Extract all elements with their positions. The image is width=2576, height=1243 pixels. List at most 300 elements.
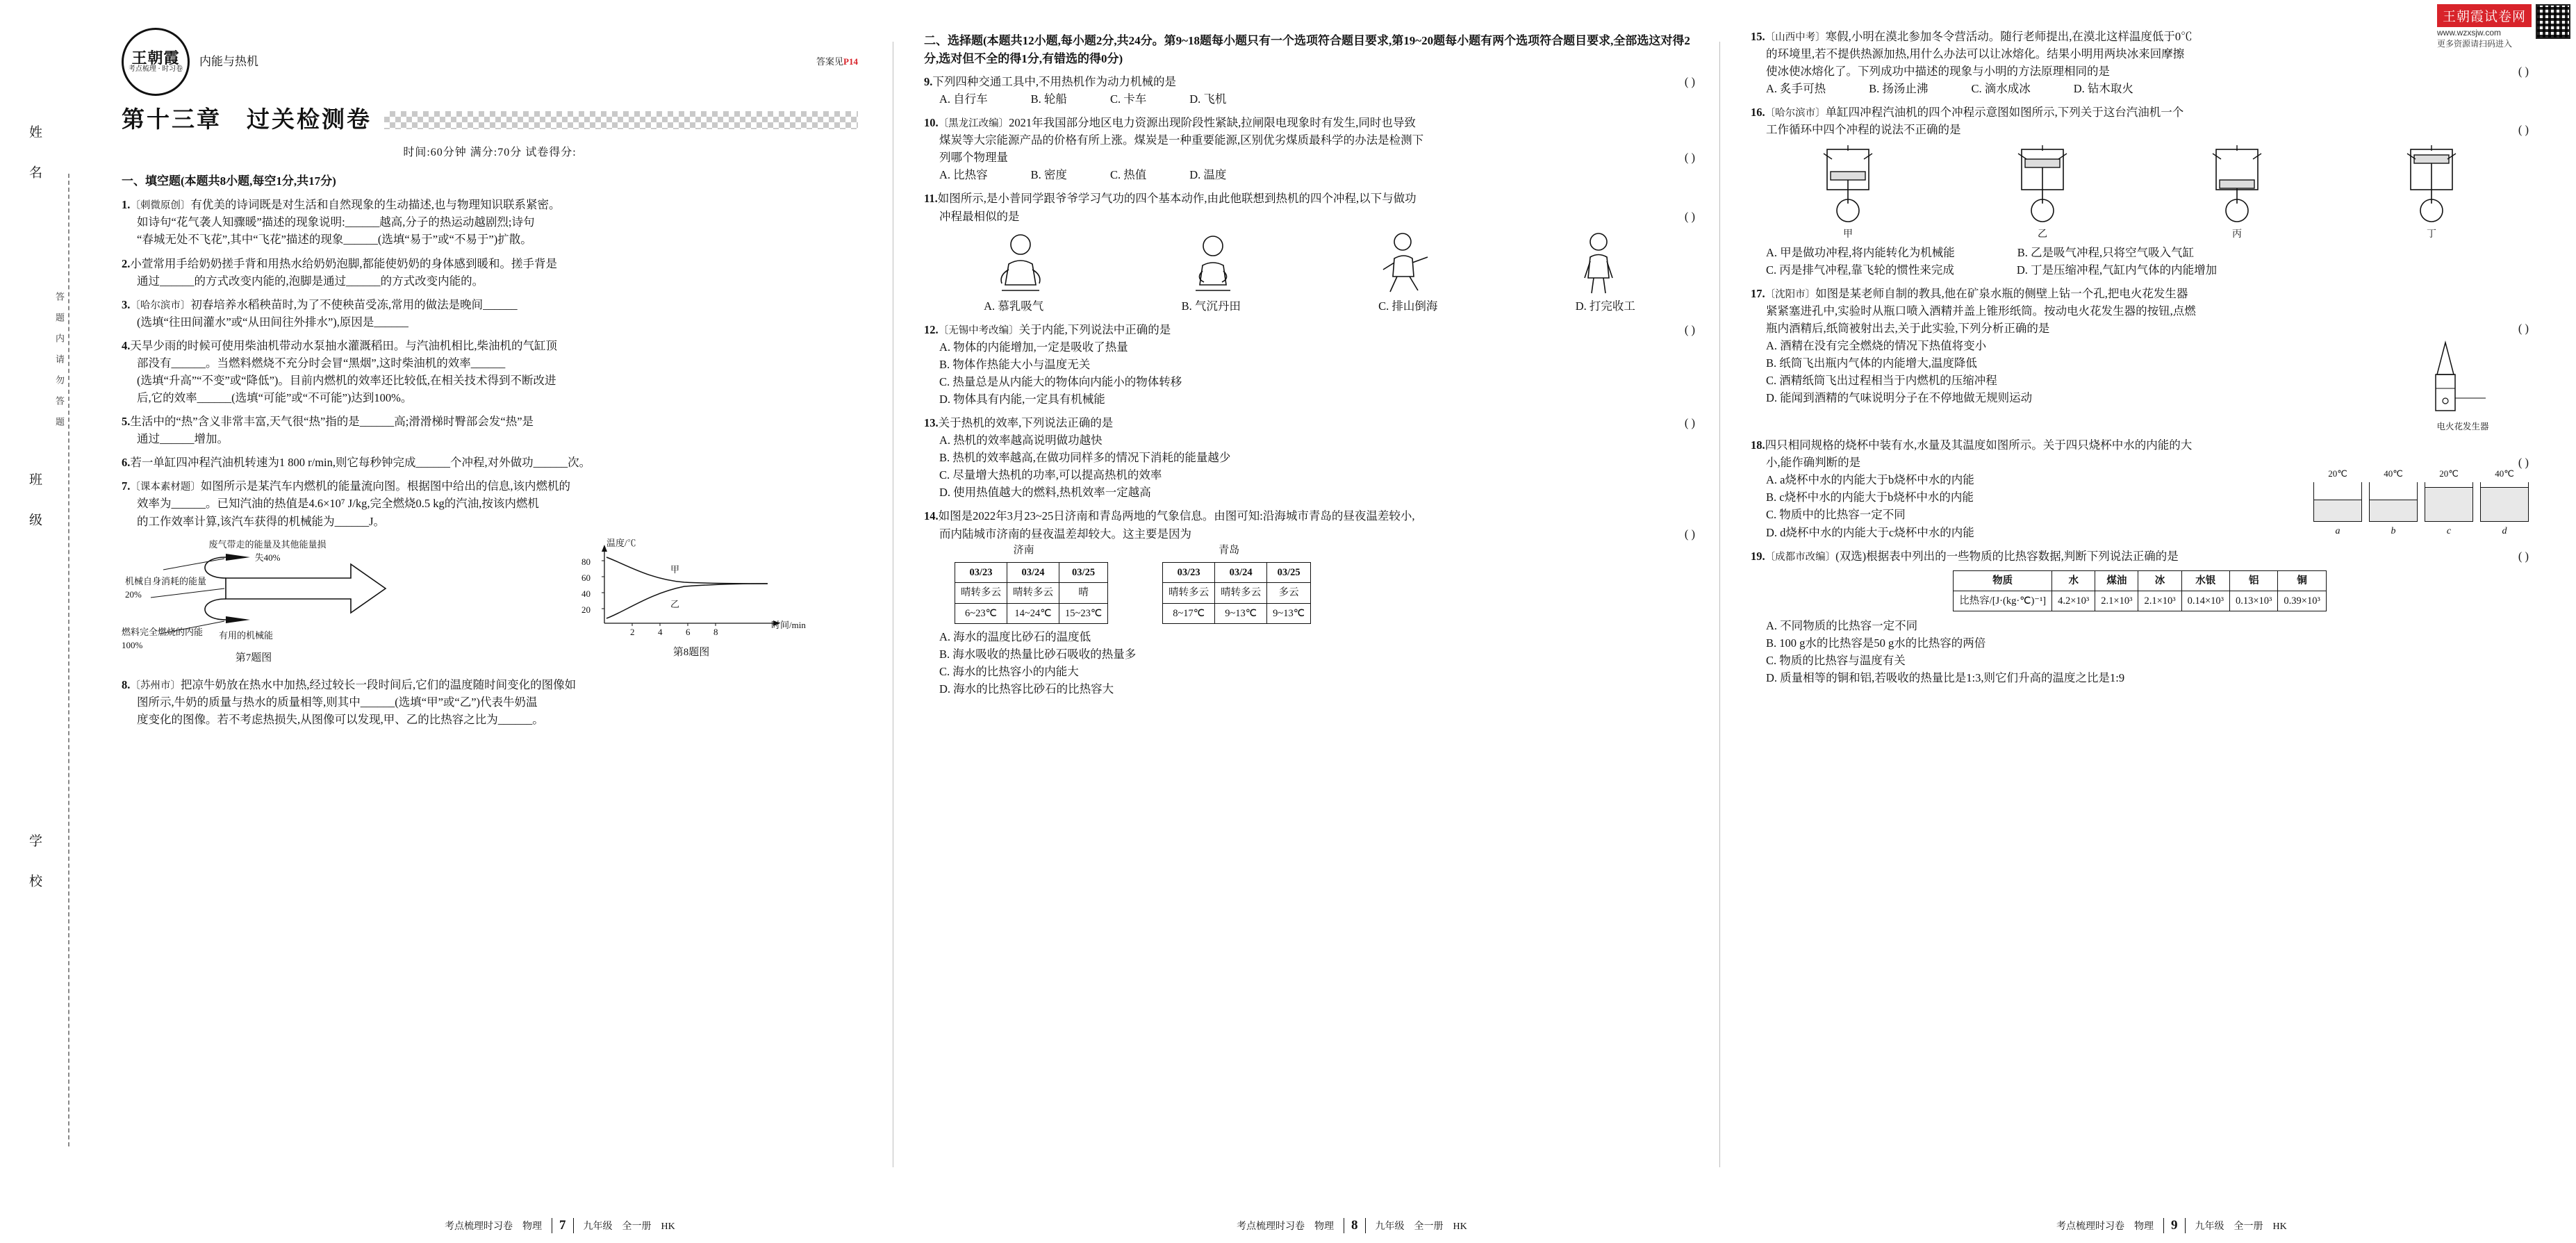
chart-xtick-6: 6 <box>686 626 691 637</box>
question-9-option-b[interactable]: B. 轮船 <box>1030 92 1067 106</box>
question-15-option-a[interactable]: A. 炙手可热 <box>1766 82 1826 96</box>
beaker-a-temp: 20℃ <box>2328 468 2347 479</box>
jinan-date-3: 03/25 <box>1059 563 1108 583</box>
question-14-answer-box[interactable] <box>1685 525 1695 543</box>
question-12-option-a[interactable]: A. 物体的内能增加,一定是吸收了热量 <box>939 340 1128 354</box>
question-12 <box>924 321 1695 408</box>
question-4-number: 4. <box>122 338 131 352</box>
weather-table-qingdao <box>1162 562 1311 623</box>
question-17-answer-box[interactable] <box>2518 320 2529 337</box>
question-7-tag: 〔课本素材题〕 <box>130 481 201 493</box>
qingdao-sky-2: 晴转多云 <box>1215 583 1267 603</box>
engine-label-jia: 甲 <box>1843 229 1853 240</box>
question-4-line-3: 后,它的效率______(选填“可能”或“不可能”)达到100%。 <box>137 391 413 405</box>
sh-row-label: 比热容/[J·(kg·℃)⁻¹] <box>1954 591 2052 611</box>
sh-value-aluminum: 0.13×10³ <box>2230 591 2278 611</box>
question-19-option-a[interactable]: A. 不同物质的比热容一定不同 <box>1766 618 1918 632</box>
question-10-answer-box[interactable] <box>1685 149 1695 166</box>
figure-energy-flow <box>122 536 469 665</box>
question-1 <box>122 196 858 248</box>
engine-stroke-figures <box>1751 144 2529 242</box>
sh-header-mercury: 水银 <box>2181 570 2229 591</box>
chart-ytick-20: 20 <box>581 604 591 615</box>
question-18-line-1-text: 小,能作确判断的是 <box>1766 456 1861 470</box>
question-5-number: 5. <box>122 415 131 429</box>
question-17-line-2-text: 瓶内酒精后,纸筒被射出去,关于此实验,下列分析正确的是 <box>1766 322 2050 336</box>
engine-label-bing: 丙 <box>2232 229 2242 240</box>
page-title: 第十三章 过关检测卷 <box>122 108 372 133</box>
question-5 <box>122 413 858 447</box>
footer-right-9: 九年级 全一册 HK <box>2195 1221 2287 1232</box>
jinan-sky-3: 晴 <box>1059 583 1108 603</box>
question-10-tag: 〔黑龙江改编〕 <box>938 118 1009 130</box>
answer-page-number: P14 <box>843 56 858 67</box>
chart-x-axis-label: 时间/min <box>771 619 806 630</box>
seal-brand: 王朝霞 <box>131 49 180 67</box>
question-19-option-b[interactable]: B. 100 g水的比热容是50 g水的比热容的两倍 <box>1766 636 1986 650</box>
question-16-tag: 〔哈尔滨市〕 <box>1765 108 1826 120</box>
question-19-answer-box[interactable] <box>2518 548 2529 565</box>
chart-curve-label-yi: 乙 <box>670 598 680 609</box>
beaker-b-label: b <box>2391 526 2396 537</box>
question-1-line-1: 如诗句“花气袭人知骤暖”描述的现象说明:______越高,分子的热运动越剧烈;诗句 <box>137 215 535 229</box>
question-11-option-c[interactable]: C. 排山倒海 <box>1378 299 1438 313</box>
question-17-option-a[interactable]: A. 酒精在没有完全燃烧的情况下热值将变小 <box>1766 339 1987 353</box>
table-header-row <box>1163 563 1311 583</box>
question-18-option-b[interactable]: B. c烧杯中水的内能大于b烧杯中水的内能 <box>1766 491 1974 504</box>
engine-stroke-bing <box>2185 144 2289 242</box>
engine-stroke-jia <box>1796 144 1900 242</box>
question-19-text: (双选)根据表中列出的一些物质的比热容数据,判断下列说法正确的是 <box>1835 549 2179 563</box>
question-17-option-b[interactable]: B. 纸筒飞出瓶内气体的内能增大,温度降低 <box>1766 356 1977 370</box>
question-5-line-1: 通过______增加。 <box>137 432 229 446</box>
name-field-label: 姓 名 <box>27 125 42 186</box>
chart-y-axis-label: 温度/℃ <box>606 537 636 548</box>
question-12-tag: 〔无锡中考改编〕 <box>938 324 1019 336</box>
table-row <box>1954 591 2327 611</box>
question-8-number: 8. <box>122 677 131 691</box>
engine-stroke-yi <box>1990 144 2095 242</box>
question-3-number: 3. <box>122 297 131 311</box>
margin-dashed-line <box>68 174 69 1146</box>
question-9 <box>924 73 1695 108</box>
question-11-option-a[interactable]: A. 慕乳吸气 <box>984 299 1044 313</box>
sh-header-aluminum: 铝 <box>2230 570 2278 591</box>
engine-label-ding: 丁 <box>2427 229 2436 240</box>
question-9-option-a[interactable]: A. 自行车 <box>939 92 988 106</box>
question-8-text: 把凉牛奶放在热水中加热,经过较长一段时间后,它们的温度随时间变化的图像如 <box>180 677 577 691</box>
chart-ytick-80: 80 <box>581 556 591 567</box>
question-6 <box>122 454 858 471</box>
column-divider-2 <box>1719 42 1720 1167</box>
question-14-weather-tables <box>939 543 1695 628</box>
footer-left-7: 考点梳理时习卷 物理 <box>445 1221 542 1232</box>
question-16-answer-box[interactable] <box>2518 121 2529 138</box>
question-10-line-2 <box>939 149 1695 166</box>
engine-diagram-icon <box>2379 144 2484 227</box>
answer-location-note <box>816 55 858 69</box>
section-1-heading: 一、填空题(本题共8小题,每空1分,共17分) <box>122 174 336 188</box>
chart-ytick-40: 40 <box>581 588 591 599</box>
qigong-figure-d-icon <box>1560 229 1637 296</box>
beaker-a <box>2313 467 2362 538</box>
beakers-figure <box>2313 467 2529 538</box>
question-12-text: 关于内能,下列说法中正确的是 <box>1018 322 1171 336</box>
question-7-number: 7. <box>122 479 131 493</box>
beaker-b <box>2369 467 2418 538</box>
beaker-a-glass <box>2313 482 2362 522</box>
weather-table-jinan <box>955 562 1108 623</box>
qingdao-date-1: 03/23 <box>1163 563 1215 583</box>
question-8-line-1: 图所示,牛奶的质量与热水的质量相等,则其中______(选填“甲”或“乙”)代表牛奶温 <box>137 695 538 709</box>
question-17-number: 17. <box>1751 286 1765 300</box>
beaker-b-water <box>2370 500 2417 521</box>
table-row <box>955 583 1108 603</box>
question-17-option-d[interactable]: D. 能闻到酒精的气味说明分子在不停地做无规则运动 <box>1766 391 2033 405</box>
chart-xtick-8: 8 <box>713 626 718 637</box>
question-9-text: 下列四种交通工具中,不用热机作为动力机械的是 <box>932 75 1176 88</box>
class-field-label: 班 级 <box>27 472 42 533</box>
question-3-line-1: (选填“往田间灌水”或“从田间往外排水”),原因是______ <box>137 315 408 329</box>
question-10-option-b[interactable]: B. 密度 <box>1030 168 1067 182</box>
chart-curve-label-jia: 甲 <box>670 563 680 575</box>
page-number-8: 8 <box>1344 1218 1366 1233</box>
question-17-text: 如图是某老师自制的教具,他在矿泉水瓶的侧壁上钻一个孔,把电火花发生器 <box>1815 286 2188 300</box>
question-10-text: 2021年我国部分地区电力资源出现阶段性紧缺,拉闸限电现象时有发生,同时也导致 <box>1009 116 1416 130</box>
qr-code-icon <box>2536 4 2570 39</box>
question-14-line-1 <box>939 525 1695 543</box>
margin-labels <box>25 83 65 1126</box>
question-16-option-c[interactable]: C. 丙是排气冲程,靠飞轮的惯性来完成 <box>1766 263 1954 277</box>
section-2-heading: 二、选择题(本题共12小题,每小题2分,共24分。第9~18题每小题只有一个选项符合题目要求,第19~20题每小题有两个选项符合题目要求,全部选这对得2分,选对但不全的得1分,有错选的得0分) <box>924 34 1690 65</box>
question-12-option-c[interactable]: C. 热量总是从内能大的物体向内能小的物体转移 <box>939 374 1182 388</box>
question-8 <box>122 676 858 728</box>
jinan-date-2: 03/24 <box>1007 563 1059 583</box>
figures-row <box>122 536 858 665</box>
footer-page-7 <box>445 1218 675 1233</box>
question-16-option-a[interactable]: A. 甲是做功冲程,将内能转化为机械能 <box>1766 245 1955 259</box>
question-11-line-1-text: 冲程最相似的是 <box>939 209 1020 223</box>
footer-right-7: 九年级 全一册 HK <box>583 1221 675 1232</box>
question-11 <box>924 190 1695 314</box>
question-11-option-b[interactable]: B. 气沉丹田 <box>1181 299 1241 313</box>
question-16 <box>1751 104 2529 279</box>
answer-note-text: 答案见 <box>816 56 844 67</box>
question-18-option-c[interactable]: C. 物质中的比热容一定不同 <box>1766 508 1906 522</box>
question-18 <box>1751 436 2529 541</box>
question-15-option-d[interactable]: D. 钻木取火 <box>2073 82 2133 96</box>
question-10-line-2-text: 列哪个物理量 <box>939 151 1008 165</box>
engine-diagram-icon <box>2185 144 2289 227</box>
beaker-d-temp: 40℃ <box>2495 468 2514 479</box>
margin-note: 答 题 内 请 勿 答 题 <box>54 292 65 427</box>
question-4-line-1: 部没有______。当燃料燃烧不充分时会冒“黑烟”,这时柴油机的效率______ <box>137 356 506 370</box>
question-14 <box>924 507 1695 697</box>
question-9-option-c[interactable]: C. 卡车 <box>1109 92 1147 106</box>
question-9-option-d[interactable]: D. 飞机 <box>1189 92 1227 106</box>
question-4-text: 天旱少雨的时候可使用柴油机带动水泵抽水灌溉稻田。与汽油机相比,柴油机的气缸顶 <box>130 338 557 352</box>
sh-header-water: 水 <box>2052 570 2095 591</box>
question-11-line-1 <box>939 208 1695 225</box>
sh-value-water: 4.2×10³ <box>2052 591 2095 611</box>
beaker-b-temp: 40℃ <box>2384 468 2403 479</box>
weather-table-jinan-title: 济南 <box>1013 544 1034 556</box>
question-14-number: 14. <box>924 509 939 523</box>
weather-table-qingdao-title: 青岛 <box>1219 544 1240 556</box>
question-18-number: 18. <box>1751 438 1765 452</box>
question-11-answer-box[interactable] <box>1685 208 1695 225</box>
question-6-text: 若一单缸四冲程汽油机转速为1 800 r/min,则它每秒钟完成______个冲程,对外做功______次。 <box>130 456 591 470</box>
question-19-option-d[interactable]: D. 质量相等的铜和铝,若吸收的热量比是1:3,则它们升高的温度之比是1:9 <box>1766 670 2125 684</box>
question-15-text: 寒假,小明在漠北参加冬令营活动。随行老师提出,在漠北这样温度低于0℃ <box>1825 30 2193 43</box>
page-number-9: 9 <box>2163 1218 2186 1233</box>
beaker-b-glass <box>2369 482 2418 522</box>
question-8-line-2: 度变化的图像。若不考虑热损失,从图像可以发现,甲、乙的比热容之比为______。 <box>137 712 544 726</box>
sh-value-mercury: 0.14×10³ <box>2181 591 2229 611</box>
qingdao-sky-1: 晴转多云 <box>1163 583 1215 603</box>
beaker-a-water <box>2314 500 2361 521</box>
question-19-option-c[interactable]: C. 物质的比热容与温度有关 <box>1766 653 1906 667</box>
question-11-number: 11. <box>924 192 938 206</box>
beaker-c <box>2425 467 2473 538</box>
footer-page-9 <box>2056 1218 2287 1233</box>
publisher-seal-icon <box>122 28 190 96</box>
question-18-option-a[interactable]: A. a烧杯中水的内能大于b烧杯中水的内能 <box>1766 473 1974 487</box>
qingdao-temp-3: 9~13℃ <box>1267 603 1311 623</box>
sh-value-ice: 2.1×10³ <box>2138 591 2181 611</box>
beaker-d-glass <box>2480 482 2529 522</box>
jinan-temp-1: 6~23℃ <box>955 603 1007 623</box>
energy-label-fuel: 燃料完全燃烧的内能100% <box>122 626 204 651</box>
brand-scan-note: 更多资源请扫码进入 <box>2436 39 2512 49</box>
question-4-line-2: (选填“升高”“不变”或“降低”)。目前内燃机的效率还比较低,在相关技术得到不断改进 <box>137 374 556 387</box>
question-2-number: 2. <box>122 256 131 270</box>
figure-7-caption: 第7题图 <box>235 652 272 664</box>
title-checker-decoration <box>384 111 858 129</box>
table-row <box>1163 583 1311 603</box>
qigong-figure-c-icon <box>1368 229 1444 296</box>
question-17-line-1: 紧紧塞进孔中,实验时从瓶口喷入酒精并盖上锥形纸筒。按动电火花发生器的按钮,点燃 <box>1766 304 2196 318</box>
question-11-options <box>924 297 1695 315</box>
question-15-tag: 〔山西中考〕 <box>1765 32 1826 43</box>
spark-device-figure <box>2397 338 2529 434</box>
jinan-sky-2: 晴转多云 <box>1007 583 1059 603</box>
question-1-line-2: “春城无处不飞花”,其中“飞花”描述的现象______(选填“易于”或“不易于”)扩散。 <box>137 233 532 247</box>
question-14-option-b[interactable]: B. 海水吸收的热量比砂石吸收的热量多 <box>939 647 1137 661</box>
question-13-option-a[interactable]: A. 热机的效率越高说明做功越快 <box>939 434 1103 447</box>
paper-title-bar <box>122 103 858 138</box>
chart-xtick-4: 4 <box>658 626 663 637</box>
question-9-answer-box[interactable] <box>1685 73 1695 90</box>
question-9-number: 9. <box>924 75 933 88</box>
question-15-line-2-text: 使冰使冰熔化了。下列成功中描述的现象与小明的方法原理相同的是 <box>1766 65 2110 79</box>
beaker-c-temp: 20℃ <box>2439 468 2459 479</box>
question-10-option-d[interactable]: D. 温度 <box>1189 168 1227 182</box>
school-field-label: 学 校 <box>27 834 42 894</box>
qingdao-date-3: 03/25 <box>1267 563 1311 583</box>
qigong-figure-a-icon <box>982 229 1059 296</box>
engine-diagram-icon <box>1990 144 2095 227</box>
beaker-a-label: a <box>2335 526 2340 537</box>
weather-table-qingdao-wrap <box>1147 543 1311 628</box>
page-number-7: 7 <box>552 1218 574 1233</box>
question-5-text: 生活中的“热”含义非常丰富,天气很“热”指的是______高;滑滑梯时臀部会发“热”是 <box>130 415 534 429</box>
question-16-options-row-1 <box>1766 244 2529 261</box>
beaker-c-label: c <box>2446 526 2452 537</box>
question-12-number: 12. <box>924 322 939 336</box>
beaker-d-label: d <box>2502 526 2507 537</box>
beaker-d <box>2480 467 2529 538</box>
question-16-line-1 <box>1766 121 2529 138</box>
question-1-text: 有优美的诗词既是对生活和自然现象的生动描述,也与物理知识联系紧密。 <box>190 198 561 212</box>
question-16-option-b[interactable]: B. 乙是吸气冲程,只将空气吸入气缸 <box>2017 245 2195 259</box>
chapter-header <box>122 28 858 96</box>
footer-right-8: 九年级 全一册 HK <box>1375 1221 1467 1232</box>
sh-value-copper: 0.39×10³ <box>2278 591 2326 611</box>
question-7-line-1: 效率为______。已知汽油的热值是4.6×10⁷ J/kg,完全燃烧0.5 kg的汽油,按该内燃机 <box>137 497 539 511</box>
beaker-d-water <box>2481 487 2528 521</box>
question-16-number: 16. <box>1751 106 1765 120</box>
weather-table-jinan-wrap <box>939 543 1108 628</box>
question-11-option-d[interactable]: D. 打完收工 <box>1575 299 1635 313</box>
question-13-option-c[interactable]: C. 尽量增大热机的功率,可以提高热机的效率 <box>939 468 1162 482</box>
beaker-c-glass <box>2425 482 2473 522</box>
question-19-tag: 〔成都市改编〕 <box>1765 551 1836 563</box>
question-10-number: 10. <box>924 116 939 130</box>
question-10-options <box>939 166 1695 183</box>
energy-label-useful: 有用的机械能 <box>219 629 274 641</box>
jinan-sky-1: 晴转多云 <box>955 583 1007 603</box>
question-10-line-1: 煤炭等大宗能源产品的价格有所上涨。煤炭是一种重要能源,区别优劣煤质最科学的办法是检测下 <box>939 133 1424 147</box>
question-17-option-c[interactable]: C. 酒精纸筒飞出过程相当于内燃机的压缩冲程 <box>1766 374 1997 388</box>
footer-page-8 <box>1237 1218 1467 1233</box>
subject-label: 内能与热机 <box>199 55 258 69</box>
table-row <box>955 603 1108 623</box>
sh-header-substance: 物质 <box>1954 570 2052 591</box>
question-15-line-1: 的环境里,若不提供热源加热,用什么办法可以让冰熔化。结果小明用两块冰来回摩擦 <box>1766 47 2185 61</box>
question-3-tag: 〔哈尔滨市〕 <box>130 299 191 311</box>
question-1-tag: 〔刺微原创〕 <box>130 200 191 212</box>
question-14-line-1-text: 而内陆城市济南的昼夜温差却较大。这主要是因为 <box>939 527 1191 541</box>
question-7-text: 如图所示是某汽车内燃机的能量流向图。根据图中给出的信息,该内燃机的 <box>200 479 570 493</box>
question-15-options <box>1766 80 2529 97</box>
question-13 <box>924 414 1695 501</box>
question-18-option-d[interactable]: D. d烧杯中水的内能大于c烧杯中水的内能 <box>1766 525 1974 539</box>
question-11-figures <box>924 229 1695 296</box>
question-17 <box>1751 285 2529 432</box>
question-10 <box>924 114 1695 183</box>
question-8-tag: 〔苏州市〕 <box>130 680 181 691</box>
question-10-option-c[interactable]: C. 热值 <box>1109 168 1147 182</box>
spark-device-label: 电火花发生器 <box>2436 422 2489 432</box>
exam-meta: 时间:60分钟 满分:70分 试卷得分: <box>403 147 577 159</box>
brand-name: 王朝霞试卷网 <box>2437 4 2532 27</box>
question-12-option-d[interactable]: D. 物体具有内能,一定具有机械能 <box>939 393 1105 406</box>
question-12-option-b[interactable]: B. 物体作热能大小与温度无关 <box>939 357 1091 371</box>
specific-heat-table <box>1953 570 2327 611</box>
table-row <box>1163 603 1311 623</box>
seal-sub: 考点梳理 · 时习卷 <box>128 65 183 74</box>
qingdao-date-2: 03/24 <box>1215 563 1267 583</box>
brand-url: www.wzxsjw.com <box>2436 28 2501 38</box>
table-header-row <box>955 563 1108 583</box>
footer-left-8: 考点梳理时习卷 物理 <box>1237 1221 1334 1232</box>
question-7-line-2: 的工作效率计算,该汽车获得的机械能为______J。 <box>137 514 386 528</box>
engine-stroke-ding <box>2379 144 2484 242</box>
question-15-line-2 <box>1766 63 2529 80</box>
question-15-option-c[interactable]: C. 滴水成冰 <box>1971 82 2031 96</box>
column-3 <box>1751 28 2529 693</box>
question-4 <box>122 337 858 406</box>
engine-label-yi: 乙 <box>2038 229 2047 240</box>
qingdao-temp-1: 8~17℃ <box>1163 603 1215 623</box>
beaker-c-water <box>2425 487 2472 521</box>
jinan-date-1: 03/23 <box>955 563 1007 583</box>
question-19 <box>1751 548 2529 686</box>
figure-temperature-time-chart <box>566 536 858 665</box>
column-2 <box>924 28 1695 704</box>
energy-label-machine-loss: 机械自身消耗的能量20% <box>125 575 207 600</box>
question-13-option-d[interactable]: D. 使用热值越大的燃料,热机效率一定越高 <box>939 486 1151 500</box>
sh-header-copper: 铜 <box>2278 570 2326 591</box>
question-16-text: 单缸四冲程汽油机的四个冲程示意图如图所示,下列关于这台汽油机一个 <box>1825 106 2184 120</box>
question-16-options-row-2 <box>1766 261 2529 279</box>
jinan-temp-3: 15~23℃ <box>1059 603 1108 623</box>
question-2-line-1: 通过______的方式改变内能的,泡脚是通过______的方式改变内能的。 <box>137 274 484 288</box>
question-19-number: 19. <box>1751 549 1765 563</box>
question-14-option-c[interactable]: C. 海水的比热容小的内能大 <box>939 664 1079 678</box>
question-15-option-b[interactable]: B. 扬汤止沸 <box>1869 82 1929 96</box>
question-13-answer-box[interactable] <box>1685 414 1695 431</box>
question-14-text: 如图是2022年3月23~25日济南和青岛两地的气象信息。由图可知:沿海城市青岛的昼夜温差较小, <box>938 509 1415 523</box>
footer-left-9: 考点梳理时习卷 物理 <box>2056 1221 2154 1232</box>
figure-8-caption: 第8题图 <box>672 646 710 658</box>
question-15-number: 15. <box>1751 30 1765 43</box>
question-2 <box>122 255 858 290</box>
question-9-options <box>939 90 1695 108</box>
sh-header-kerosene: 煤油 <box>2095 570 2138 591</box>
question-15-answer-box[interactable] <box>2518 63 2529 80</box>
chart-ytick-60: 60 <box>581 572 591 583</box>
question-3-text: 初春培养水稻秧苗时,为了不使秧苗受冻,常用的做法是晚间______ <box>190 297 518 311</box>
question-3 <box>122 296 858 331</box>
question-14-option-a[interactable]: A. 海水的温度比砂石的温度低 <box>939 629 1091 643</box>
energy-label-waste: 废气带走的能量及其他能量损失40% <box>208 538 327 563</box>
question-16-option-d[interactable]: D. 丁是压缩冲程,气缸内气体的内能增加 <box>2016 263 2218 277</box>
jinan-temp-2: 14~24℃ <box>1007 603 1059 623</box>
question-17-tag: 〔沈阳市〕 <box>1765 288 1816 300</box>
question-2-text: 小萱常用手给奶奶搓手背和用热水给奶奶泡脚,都能使奶奶的身体感到暖和。搓手背是 <box>130 256 557 270</box>
question-13-option-b[interactable]: B. 热机的效率越高,在做功同样多的情况下消耗的能量越少 <box>939 451 1231 465</box>
question-10-option-a[interactable]: A. 比热容 <box>939 168 988 182</box>
question-13-number: 13. <box>924 416 939 430</box>
question-14-option-d[interactable]: D. 海水的比热容比砂石的比热容大 <box>939 682 1114 695</box>
question-16-line-1-text: 工作循环中四个冲程的说法不正确的是 <box>1766 123 1961 137</box>
question-6-number: 6. <box>122 456 131 470</box>
engine-diagram-icon <box>1796 144 1900 227</box>
question-12-answer-box[interactable] <box>1685 321 1695 338</box>
question-18-text: 四只相同规格的烧杯中装有水,水量及其温度如图所示。关于四只烧杯中水的内能的大 <box>1765 438 2193 452</box>
qingdao-sky-3: 多云 <box>1267 583 1311 603</box>
column-1 <box>122 28 858 734</box>
question-17-line-2 <box>1766 320 2529 337</box>
sh-value-kerosene: 2.1×10³ <box>2095 591 2138 611</box>
question-13-text: 关于热机的效率,下列说法正确的是 <box>938 416 1114 430</box>
question-11-text: 如图所示,是小普同学跟爷爷学习气功的四个基本动作,由此他联想到热机的四个冲程,以下与做功 <box>937 192 1417 206</box>
table-header-row <box>1954 570 2327 591</box>
question-1-number: 1. <box>122 198 131 212</box>
beakers-row <box>2313 467 2529 538</box>
